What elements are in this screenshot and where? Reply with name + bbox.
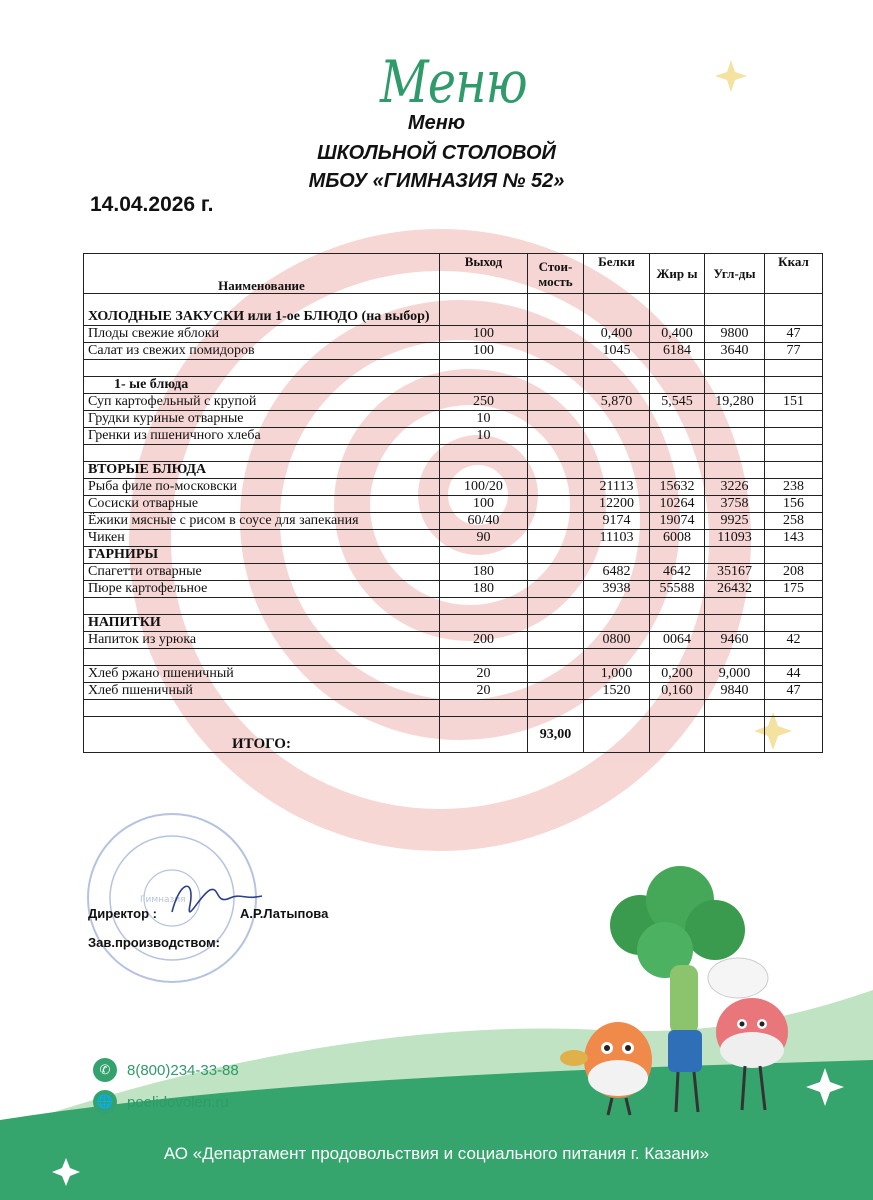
- value-cell: [528, 294, 584, 326]
- header-yield: Выход: [440, 254, 528, 294]
- value-cell: [650, 462, 705, 479]
- table-row: [84, 496, 823, 513]
- value-cell: [528, 479, 584, 496]
- value-cell: 151: [765, 394, 823, 411]
- empty-row: [84, 700, 823, 717]
- dish-name: [84, 598, 440, 615]
- value-cell: [650, 547, 705, 564]
- dish-name: Чикен: [84, 530, 440, 547]
- value-cell: 3226: [705, 479, 765, 496]
- value-cell: 0,400: [584, 326, 650, 343]
- dish-name: Плоды свежие яблоки: [84, 326, 440, 343]
- section-title: ГАРНИРЫ: [84, 547, 440, 564]
- website-url: poelidovolen.ru: [127, 1093, 229, 1111]
- value-cell: 42: [765, 632, 823, 649]
- value-cell: [584, 700, 650, 717]
- table-row: [84, 632, 823, 649]
- value-cell: [765, 649, 823, 666]
- value-cell: [528, 581, 584, 598]
- globe-icon: 🌐: [93, 1090, 117, 1114]
- table-row: [84, 394, 823, 411]
- value-cell: [765, 445, 823, 462]
- value-cell: [650, 428, 705, 445]
- table-row: [84, 428, 823, 445]
- value-cell: [765, 377, 823, 394]
- value-cell: 10264: [650, 496, 705, 513]
- dish-name: Рыба филе по-московски: [84, 479, 440, 496]
- value-cell: [584, 445, 650, 462]
- value-cell: 100/20: [440, 479, 528, 496]
- value-cell: 20: [440, 666, 528, 683]
- total-empty-cell: [584, 717, 650, 753]
- value-cell: [765, 598, 823, 615]
- value-cell: [765, 411, 823, 428]
- value-cell: [584, 615, 650, 632]
- value-cell: [705, 462, 765, 479]
- title-line-1: Меню: [407, 112, 466, 134]
- value-cell: [705, 615, 765, 632]
- value-cell: 175: [765, 581, 823, 598]
- total-row: [84, 717, 823, 753]
- value-cell: [584, 462, 650, 479]
- value-cell: 250: [440, 394, 528, 411]
- value-cell: [584, 411, 650, 428]
- value-cell: [765, 360, 823, 377]
- dish-name: Гренки из пшеничного хлеба: [84, 428, 440, 445]
- value-cell: [440, 700, 528, 717]
- value-cell: 5,545: [650, 394, 705, 411]
- value-cell: [765, 428, 823, 445]
- value-cell: [584, 649, 650, 666]
- value-cell: [705, 700, 765, 717]
- value-cell: 90: [440, 530, 528, 547]
- section-title: НАПИТКИ: [84, 615, 440, 632]
- value-cell: 55588: [650, 581, 705, 598]
- value-cell: 3640: [705, 343, 765, 360]
- menu-logo: Меню: [380, 48, 527, 116]
- dish-name: [84, 360, 440, 377]
- value-cell: 0,400: [650, 326, 705, 343]
- value-cell: [528, 547, 584, 564]
- value-cell: [528, 411, 584, 428]
- section-row: [84, 615, 823, 632]
- value-cell: [650, 377, 705, 394]
- dish-name: Напиток из урюка: [84, 632, 440, 649]
- section-title: 1- ые блюда: [84, 377, 440, 394]
- dish-name: Ёжики мясные с рисом в соусе для запекания: [84, 513, 440, 530]
- value-cell: 9174: [584, 513, 650, 530]
- dish-name: Хлеб пшеничный: [84, 683, 440, 700]
- value-cell: 47: [765, 683, 823, 700]
- value-cell: [705, 445, 765, 462]
- value-cell: [650, 445, 705, 462]
- empty-row: [84, 649, 823, 666]
- table-row: [84, 581, 823, 598]
- value-cell: 9800: [705, 326, 765, 343]
- menu-date: 14.04.2026 г.: [90, 193, 214, 216]
- empty-row: [84, 598, 823, 615]
- value-cell: 100: [440, 326, 528, 343]
- value-cell: [528, 496, 584, 513]
- total-empty-cell: [440, 717, 528, 753]
- table-row: [84, 326, 823, 343]
- value-cell: [528, 377, 584, 394]
- value-cell: [705, 649, 765, 666]
- value-cell: [705, 428, 765, 445]
- total-empty-cell: [765, 717, 823, 753]
- value-cell: [440, 615, 528, 632]
- value-cell: 26432: [705, 581, 765, 598]
- section-row: [84, 294, 823, 326]
- value-cell: 3938: [584, 581, 650, 598]
- value-cell: [528, 700, 584, 717]
- value-cell: 180: [440, 564, 528, 581]
- value-cell: 0800: [584, 632, 650, 649]
- value-cell: [440, 294, 528, 326]
- dish-name: Суп картофельный с крупой: [84, 394, 440, 411]
- dish-name: [84, 649, 440, 666]
- value-cell: 258: [765, 513, 823, 530]
- value-cell: [705, 294, 765, 326]
- dish-name: Пюре картофельное: [84, 581, 440, 598]
- value-cell: [528, 326, 584, 343]
- value-cell: [440, 377, 528, 394]
- value-cell: 208: [765, 564, 823, 581]
- dish-name: Сосиски отварные: [84, 496, 440, 513]
- value-cell: [528, 615, 584, 632]
- value-cell: [650, 360, 705, 377]
- value-cell: [650, 411, 705, 428]
- title-line-2: ШКОЛЬНОЙ СТОЛОВОЙ: [317, 142, 556, 164]
- table-row: [84, 513, 823, 530]
- value-cell: [440, 649, 528, 666]
- value-cell: [584, 428, 650, 445]
- value-cell: 100: [440, 343, 528, 360]
- value-cell: [528, 394, 584, 411]
- value-cell: 21113: [584, 479, 650, 496]
- header-name: Наименование: [84, 254, 440, 294]
- value-cell: [528, 428, 584, 445]
- value-cell: 9,000: [705, 666, 765, 683]
- director-name: А.Р.Латыпова: [240, 906, 329, 921]
- dish-name: Салат из свежих помидоров: [84, 343, 440, 360]
- value-cell: [440, 360, 528, 377]
- value-cell: 0064: [650, 632, 705, 649]
- value-cell: [528, 666, 584, 683]
- value-cell: 9925: [705, 513, 765, 530]
- value-cell: [440, 547, 528, 564]
- value-cell: 180: [440, 581, 528, 598]
- table-row: [84, 530, 823, 547]
- dish-name: Грудки куриные отварные: [84, 411, 440, 428]
- value-cell: 35167: [705, 564, 765, 581]
- table-row: [84, 479, 823, 496]
- header-kcal: Ккал: [765, 254, 823, 294]
- value-cell: [528, 564, 584, 581]
- header-protein: Белки: [584, 254, 650, 294]
- value-cell: 77: [765, 343, 823, 360]
- value-cell: 200: [440, 632, 528, 649]
- value-cell: [440, 445, 528, 462]
- section-row: [84, 377, 823, 394]
- value-cell: 19,280: [705, 394, 765, 411]
- value-cell: [528, 649, 584, 666]
- empty-row: [84, 445, 823, 462]
- value-cell: 44: [765, 666, 823, 683]
- value-cell: 20: [440, 683, 528, 700]
- director-label: Директор :: [88, 906, 157, 921]
- value-cell: [584, 360, 650, 377]
- menu-table-body: [84, 294, 823, 717]
- section-row: [84, 547, 823, 564]
- value-cell: [705, 598, 765, 615]
- value-cell: [584, 377, 650, 394]
- title-line-3: МБОУ «ГИМНАЗИЯ № 52»: [308, 170, 565, 192]
- value-cell: 1,000: [584, 666, 650, 683]
- value-cell: [528, 445, 584, 462]
- table-row: [84, 564, 823, 581]
- value-cell: [528, 598, 584, 615]
- value-cell: [528, 683, 584, 700]
- header-carbs: Угл-ды: [705, 254, 765, 294]
- value-cell: 11093: [705, 530, 765, 547]
- value-cell: [440, 462, 528, 479]
- phone-number: 8(800)234-33-88: [127, 1061, 239, 1079]
- value-cell: 10: [440, 428, 528, 445]
- phone-icon: ✆: [93, 1058, 117, 1082]
- value-cell: [528, 530, 584, 547]
- value-cell: [584, 598, 650, 615]
- value-cell: 47: [765, 326, 823, 343]
- total-label: ИТОГО:: [84, 717, 440, 753]
- footer-organization: АО «Департамент продовольствия и социального питания г. Казани»: [163, 1144, 710, 1163]
- value-cell: 1520: [584, 683, 650, 700]
- value-cell: 0,160: [650, 683, 705, 700]
- value-cell: [650, 615, 705, 632]
- value-cell: 100: [440, 496, 528, 513]
- value-cell: [705, 377, 765, 394]
- dish-name: Хлеб ржано пшеничный: [84, 666, 440, 683]
- value-cell: [705, 360, 765, 377]
- total-value: 93,00: [528, 717, 584, 753]
- value-cell: [705, 411, 765, 428]
- value-cell: [705, 547, 765, 564]
- value-cell: [528, 360, 584, 377]
- dish-name: Спагетти отварные: [84, 564, 440, 581]
- value-cell: [528, 462, 584, 479]
- section-title: ВТОРЫЕ БЛЮДА: [84, 462, 440, 479]
- total-empty-cell: [650, 717, 705, 753]
- value-cell: 6008: [650, 530, 705, 547]
- table-row: [84, 343, 823, 360]
- table-row: [84, 683, 823, 700]
- value-cell: [528, 343, 584, 360]
- dish-name: [84, 445, 440, 462]
- value-cell: [650, 649, 705, 666]
- table-header-row: [84, 254, 823, 294]
- value-cell: 1045: [584, 343, 650, 360]
- section-row: [84, 462, 823, 479]
- website-contact: [93, 1090, 229, 1114]
- value-cell: [440, 598, 528, 615]
- menu-table: [83, 253, 823, 753]
- value-cell: [650, 294, 705, 326]
- value-cell: 11103: [584, 530, 650, 547]
- header-fat: Жир ы: [650, 254, 705, 294]
- value-cell: 5,870: [584, 394, 650, 411]
- value-cell: 3758: [705, 496, 765, 513]
- production-manager-label: Зав.производством:: [88, 935, 220, 950]
- value-cell: 60/40: [440, 513, 528, 530]
- value-cell: 12200: [584, 496, 650, 513]
- value-cell: [650, 598, 705, 615]
- value-cell: [765, 462, 823, 479]
- value-cell: 9460: [705, 632, 765, 649]
- value-cell: 0,200: [650, 666, 705, 683]
- value-cell: 143: [765, 530, 823, 547]
- value-cell: [528, 632, 584, 649]
- value-cell: 19074: [650, 513, 705, 530]
- value-cell: 10: [440, 411, 528, 428]
- empty-row: [84, 360, 823, 377]
- value-cell: 4642: [650, 564, 705, 581]
- value-cell: [584, 547, 650, 564]
- value-cell: [584, 294, 650, 326]
- value-cell: 9840: [705, 683, 765, 700]
- svg-text:Гимназия: Гимназия: [140, 895, 186, 905]
- value-cell: [765, 615, 823, 632]
- value-cell: 6482: [584, 564, 650, 581]
- value-cell: 238: [765, 479, 823, 496]
- table-row: [84, 666, 823, 683]
- header-cost: Стои-мость: [528, 254, 584, 294]
- value-cell: [765, 294, 823, 326]
- value-cell: 156: [765, 496, 823, 513]
- value-cell: 15632: [650, 479, 705, 496]
- value-cell: [765, 547, 823, 564]
- value-cell: [650, 700, 705, 717]
- value-cell: [528, 513, 584, 530]
- total-empty-cell: [705, 717, 765, 753]
- value-cell: 6184: [650, 343, 705, 360]
- dish-name: [84, 700, 440, 717]
- table-row: [84, 411, 823, 428]
- value-cell: [765, 700, 823, 717]
- phone-contact: [93, 1058, 239, 1082]
- section-title: ХОЛОДНЫЕ ЗАКУСКИ или 1-ое БЛЮДО (на выбор): [84, 294, 440, 326]
